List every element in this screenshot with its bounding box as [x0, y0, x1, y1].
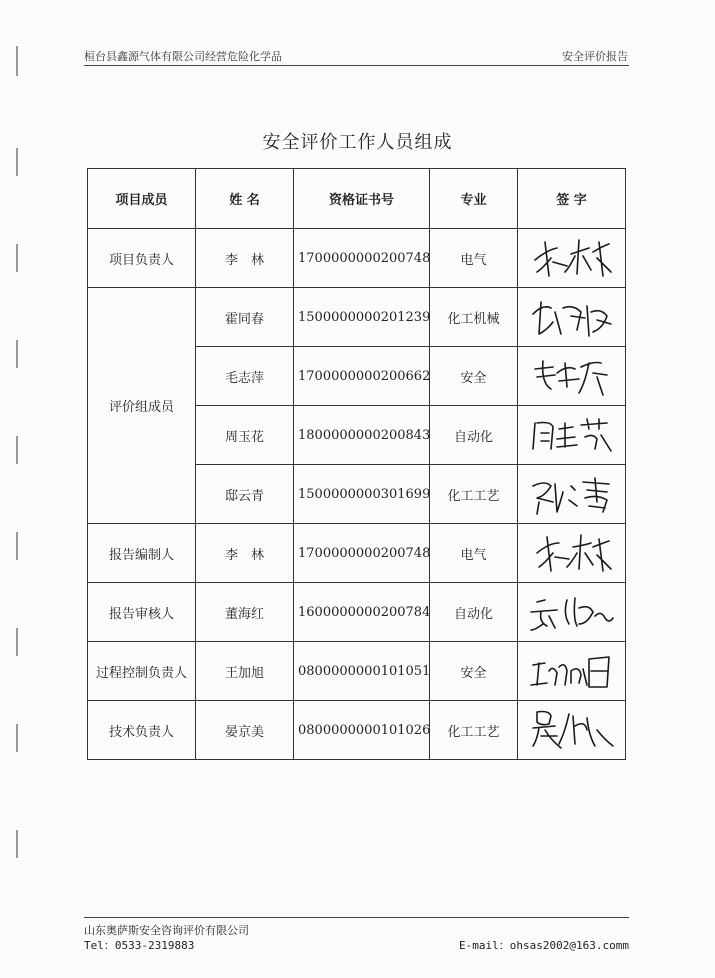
signature-image [527, 294, 617, 340]
signature-image [527, 531, 617, 575]
role-cell: 项目负责人 [88, 229, 196, 288]
footer-divider [84, 917, 629, 918]
role-cell: 技术负责人 [88, 701, 196, 760]
binding-mark [16, 436, 18, 464]
table-row [88, 288, 626, 347]
table-row [88, 583, 626, 642]
header-major: 专业 [430, 169, 518, 229]
signature-image [527, 353, 617, 399]
cert-cell: 0800000000101051 [294, 642, 430, 701]
header-name: 姓 名 [196, 169, 294, 229]
major-cell: 自动化 [430, 583, 518, 642]
table-row [88, 524, 626, 583]
name-cell: 霍同春 [196, 288, 294, 347]
signature-image [527, 236, 617, 280]
role-cell: 过程控制负责人 [88, 642, 196, 701]
cert-cell: 1700000000200748 [294, 229, 430, 288]
name-cell: 晏京美 [196, 701, 294, 760]
cert-cell: 1700000000200748 [294, 524, 430, 583]
role-cell: 评价组成员 [88, 288, 196, 524]
signature-cell [518, 288, 626, 347]
table-row [88, 642, 626, 701]
name-cell: 董海红 [196, 583, 294, 642]
major-cell: 安全 [430, 642, 518, 701]
header-role: 项目成员 [88, 169, 196, 229]
name-cell: 周玉花 [196, 406, 294, 465]
table-row [88, 701, 626, 760]
signature-cell [518, 465, 626, 524]
footer-phone: Tel：0533-2319883 [84, 939, 195, 952]
major-cell: 电气 [430, 229, 518, 288]
name-cell: 王加旭 [196, 642, 294, 701]
major-cell: 自动化 [430, 406, 518, 465]
signature-cell [518, 406, 626, 465]
binding-mark [16, 628, 18, 656]
binding-mark [16, 340, 18, 368]
signature-image [527, 415, 617, 455]
major-cell: 化工工艺 [430, 701, 518, 760]
signature-image [527, 649, 617, 693]
role-cell: 报告编制人 [88, 524, 196, 583]
name-cell: 邸云青 [196, 465, 294, 524]
cert-cell: 1500000000201239 [294, 288, 430, 347]
major-cell: 电气 [430, 524, 518, 583]
header-company: 桓台县鑫源气体有限公司经营危险化学品 [84, 50, 282, 63]
binding-mark [16, 244, 18, 272]
signature-cell [518, 583, 626, 642]
signature-image [527, 590, 617, 634]
footer-email: E-mail：ohsas2002@163.comm [459, 939, 629, 952]
cert-cell: 1600000000200784 [294, 583, 430, 642]
major-cell: 化工机械 [430, 288, 518, 347]
name-cell: 李 林 [196, 524, 294, 583]
cert-cell: 1800000000200843 [294, 406, 430, 465]
major-cell: 安全 [430, 347, 518, 406]
major-cell: 化工工艺 [430, 465, 518, 524]
binding-mark [16, 532, 18, 560]
signature-cell [518, 701, 626, 760]
signature-image [527, 706, 617, 754]
signature-image [527, 472, 617, 516]
page-title: 安全评价工作人员组成 [262, 132, 453, 153]
binding-mark [16, 830, 18, 858]
signature-cell [518, 229, 626, 288]
name-cell: 毛志萍 [196, 347, 294, 406]
role-cell: 报告审核人 [88, 583, 196, 642]
signature-cell [518, 347, 626, 406]
binding-mark [16, 46, 18, 76]
signature-cell [518, 642, 626, 701]
header-report-type: 安全评价报告 [562, 50, 628, 63]
header-signature: 签 字 [518, 169, 626, 229]
table-header-row [88, 169, 626, 229]
name-cell: 李 林 [196, 229, 294, 288]
cert-cell: 0800000000101026 [294, 701, 430, 760]
footer-company: 山东奥萨斯安全咨询评价有限公司 [84, 924, 249, 937]
header-divider [84, 65, 629, 66]
binding-mark [16, 724, 18, 752]
cert-cell: 1500000000301699 [294, 465, 430, 524]
staff-table [87, 168, 626, 760]
signature-cell [518, 524, 626, 583]
header-cert: 资格证书号 [294, 169, 430, 229]
cert-cell: 1700000000200662 [294, 347, 430, 406]
table-row [88, 229, 626, 288]
